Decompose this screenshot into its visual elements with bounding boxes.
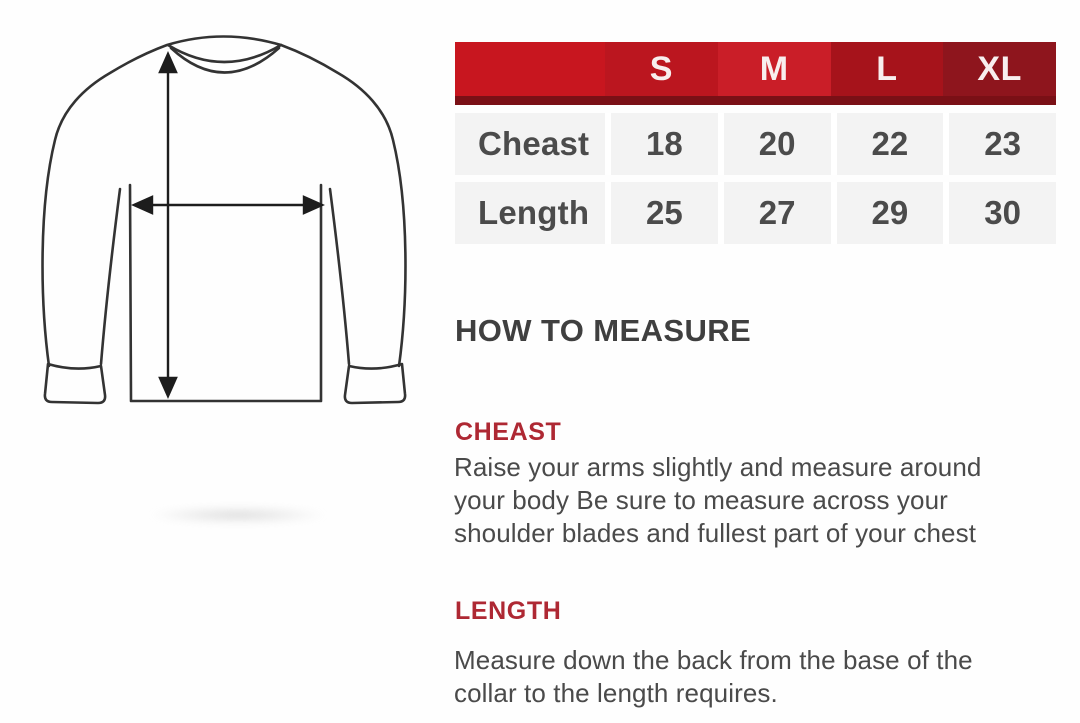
length-arrow-head-bottom <box>160 378 176 396</box>
left-cuff-outline <box>45 364 105 403</box>
right-sleeve-inner-seam <box>330 189 349 364</box>
table-row-length <box>455 182 1056 244</box>
size-column-header-m: M <box>718 42 831 96</box>
size-value-cell: 23 <box>943 113 1056 175</box>
size-table-header-row <box>455 42 1056 105</box>
length-section-heading: LENGTH <box>455 597 562 625</box>
vertical-double-arrow-icon <box>160 54 176 396</box>
right-cuff-outline <box>345 364 405 403</box>
size-value-cell: 25 <box>605 182 718 244</box>
size-value-cell: 20 <box>718 113 831 175</box>
size-value-cell: 27 <box>718 182 831 244</box>
chest-arrow-head-left <box>134 197 152 213</box>
table-row-chest <box>455 113 1056 175</box>
size-column-header-s: S <box>605 42 718 96</box>
horizontal-double-arrow-icon <box>134 197 322 213</box>
chest-instructions: Raise your arms slightly and measure around your body Be sure to measure across your shoulder blades and fullest part of your chest <box>454 452 982 548</box>
long-sleeve-shirt-outline-icon <box>0 0 450 470</box>
size-value-cell: 30 <box>943 182 1056 244</box>
size-table-corner-cell <box>455 42 605 96</box>
size-value-cell: 29 <box>831 182 944 244</box>
row-label-length: Length <box>455 182 605 244</box>
length-instructions: Measure down the back from the base of the collar to the length requires. <box>454 645 973 708</box>
shirt-torso-outline <box>130 185 321 401</box>
row-label-chest: Cheast <box>455 113 605 175</box>
chest-section-heading: CHEAST <box>455 418 562 446</box>
left-sleeve-inner-seam <box>101 189 120 364</box>
size-value-cell: 18 <box>605 113 718 175</box>
shirt-body-outline <box>43 37 406 367</box>
how-to-measure-title: HOW TO MEASURE <box>455 313 752 348</box>
size-value-cell: 22 <box>831 113 944 175</box>
chest-arrow-head-right <box>304 197 322 213</box>
length-arrow-head-top <box>160 54 176 72</box>
size-table <box>455 42 1056 244</box>
collar-neckline <box>171 48 279 73</box>
shirt-measurement-diagram <box>0 0 450 470</box>
size-column-header-xl: XL <box>943 42 1056 96</box>
size-column-header-l: L <box>831 42 944 96</box>
faint-smudge <box>148 506 328 524</box>
